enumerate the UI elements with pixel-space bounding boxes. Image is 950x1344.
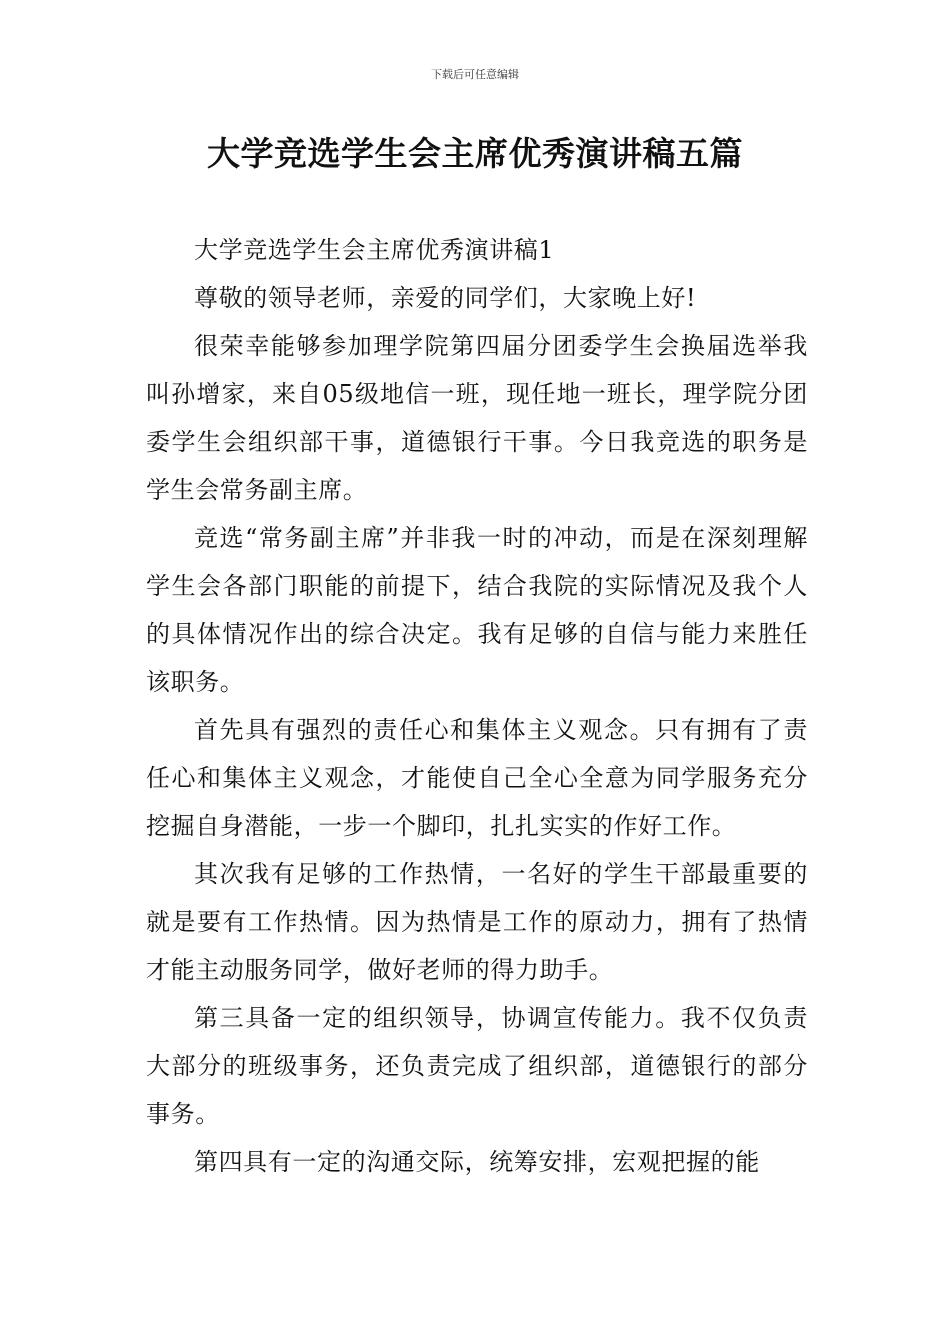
speech-subtitle: 大学竞选学生会主席优秀演讲稿1 — [194, 236, 555, 264]
point-three-paragraph: 第三具备一定的组织领导，协调宣传能力。我不仅负责大部分的班级事务，还负责完成了组织部，道德银行的部分事务。 — [146, 1004, 808, 1128]
header-note: 下载后可任意编辑 — [431, 68, 519, 81]
point-four-paragraph: 第四具有一定的沟通交际，统筹安排，宏观把握的能 — [194, 1148, 760, 1176]
greeting-paragraph: 尊敬的领导老师，亲爱的同学们，大家晚上好! — [194, 284, 697, 312]
document-body — [146, 226, 808, 1186]
point-one-paragraph: 首先具有强烈的责任心和集体主义观念。只有拥有了责任心和集体主义观念，才能使自己全心全意为同学服务充分挖掘自身潜能，一步一个脚印，扎扎实实的作好工作。 — [146, 716, 808, 840]
point-two-paragraph: 其次我有足够的工作热情，一名好的学生干部最重要的就是要有工作热情。因为热情是工作的原动力，拥有了热情才能主动服务同学，做好老师的得力助手。 — [146, 860, 808, 984]
introduction-paragraph: 很荣幸能够参加理学院第四届分团委学生会换届选举我叫孙增家，来自05级地信一班，现任地一班长，理学院分团委学生会组织部干事，道德银行干事。今日我竞选的职务是学生会常务副主席。 — [146, 332, 808, 504]
motivation-paragraph: 竞选“常务副主席”并非我一时的冲动，而是在深刻理解学生会各部门职能的前提下，结合我院的实际情况及我个人的具体情况作出的综合决定。我有足够的自信与能力来胜任该职务。 — [146, 524, 808, 696]
document-title: 大学竞选学生会主席优秀演讲稿五篇 — [207, 134, 743, 173]
